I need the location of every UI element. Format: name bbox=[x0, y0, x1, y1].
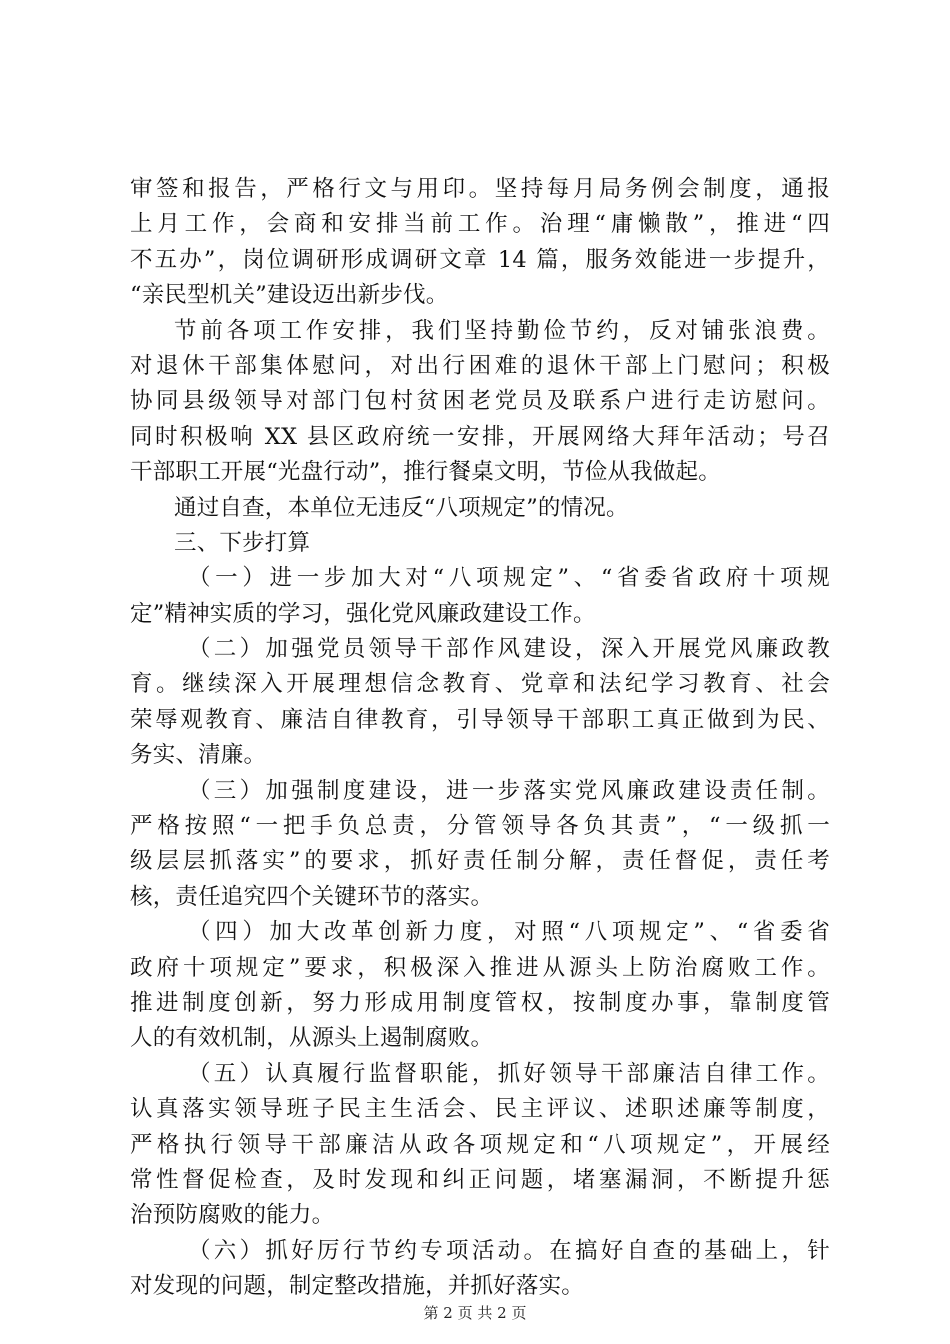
text-line: 不五办”，岗位调研形成调研文章 14 篇，服务效能进一步提升， bbox=[130, 246, 830, 273]
paragraph-start-line: （三）加强制度建设，进一步落实党风廉政建设责任制。 bbox=[188, 777, 830, 804]
paragraph-start-line: 节前各项工作安排，我们坚持勤俭节约，反对铺张浪费。 bbox=[174, 317, 830, 344]
text-line: 务实、清廉。 bbox=[130, 742, 267, 769]
text-line: 对发现的问题，制定整改措施，并抓好落实。 bbox=[130, 1273, 585, 1300]
text-line: 定”精神实质的学习，强化党风廉政建设工作。 bbox=[130, 600, 596, 627]
document-body bbox=[130, 172, 830, 1305]
text-line: 审签和报告，严格行文与用印。坚持每月局务例会制度，通报 bbox=[130, 176, 830, 202]
text-line: 对退休干部集体慰问，对出行困难的退休干部上门慰问；积极 bbox=[130, 352, 830, 379]
text-line: 治预防腐败的能力。 bbox=[130, 1202, 335, 1229]
paragraph-start-line: 通过自查，本单位无违反“八项规定”的情况。 bbox=[174, 494, 629, 521]
text-line: 严格执行领导干部廉洁从政各项规定和“八项规定”，开展经 bbox=[130, 1131, 830, 1158]
paragraph-start-line: （二）加强党员领导干部作风建设，深入开展党风廉政教 bbox=[188, 636, 830, 663]
text-line: 协同县级领导对部门包村贫困老党员及联系户进行走访慰问。 bbox=[130, 388, 830, 415]
text-line: 上月工作，会商和安排当前工作。治理“庸懒散”，推进“四 bbox=[130, 211, 830, 238]
text-line: 级层层抓落实”的要求，抓好责任制分解，责任督促，责任考 bbox=[130, 848, 830, 875]
text-line: 核，责任追究四个关键环节的落实。 bbox=[130, 883, 494, 910]
text-line: 荣辱观教育、廉洁自律教育，引导领导干部职工真正做到为民、 bbox=[130, 706, 830, 733]
text-line: 政府十项规定”要求，积极深入推进从源头上防治腐败工作。 bbox=[130, 954, 830, 981]
text-line: 干部职工开展“光盘行动”，推行餐桌文明，节俭从我做起。 bbox=[130, 459, 721, 486]
page-number-footer: 第 2 页 共 2 页 bbox=[423, 1304, 527, 1322]
text-line: 人的有效机制，从源头上遏制腐败。 bbox=[130, 1025, 494, 1052]
text-line: 认真落实领导班子民主生活会、民主评议、述职述廉等制度， bbox=[130, 1096, 830, 1123]
section-heading: 三、下步打算 bbox=[174, 529, 311, 556]
paragraph-start-line: （一）进一步加大对“八项规定”、“省委省政府十项规 bbox=[188, 565, 830, 592]
paragraph-start-line: （四）加大改革创新力度，对照“八项规定”、“省委省 bbox=[188, 919, 830, 946]
text-line: 严格按照“一把手负总责，分管领导各负其责”，“一级抓一 bbox=[130, 813, 830, 840]
text-line: 同时积极响 XX 县区政府统一安排，开展网络大拜年活动；号召 bbox=[130, 423, 830, 450]
text-line: 常性督促检查，及时发现和纠正问题，堵塞漏洞，不断提升惩 bbox=[130, 1166, 830, 1193]
text-line: “亲民型机关”建设迈出新步伐。 bbox=[130, 282, 449, 309]
paragraph-start-line: （六）抓好厉行节约专项活动。在搞好自查的基础上，针 bbox=[188, 1237, 830, 1264]
paragraph-start-line: （五）认真履行监督职能，抓好领导干部廉洁自律工作。 bbox=[188, 1060, 830, 1087]
text-line: 推进制度创新，努力形成用制度管权，按制度办事，靠制度管 bbox=[130, 989, 830, 1016]
text-line: 育。继续深入开展理想信念教育、党章和法纪学习教育、社会 bbox=[130, 671, 830, 698]
